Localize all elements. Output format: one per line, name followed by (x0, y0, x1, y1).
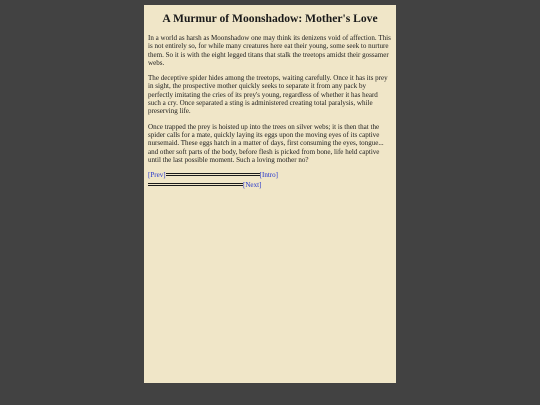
story-paragraph: In a world as harsh as Moonshadow one may think its denizens void of affection. This is not entirely so, for while many creatures here eat their young, some seek to nurture them. So it is with the eight legged titans that stalk the treetops amidst their gossamer webs. (148, 34, 391, 67)
story-paragraph: The deceptive spider hides among the treetops, waiting carefully. Once it has its prey in sight, the prospective mother quickly seeks to separate it from any pack by perfectly imitating the cries of its prey's young, regardless of whether it has heard such a cry. Once separated a sting is administered creating total paralysis, while preserving life. (148, 74, 388, 116)
nav-divider (166, 173, 260, 176)
next-link[interactable]: [Next] (243, 180, 262, 189)
prev-link[interactable]: [Prev] (148, 171, 166, 180)
story-paragraph: Once trapped the prey is hoisted up into the trees on silver webs; it is then that the spider calls for a mate, quickly laying its eggs upon the moving eyes of its captive nursemaid. These eggs hatch in a matter of days, first consuming the eyes, tongue... and other soft parts of the body, before flesh is picked from bone, life held captive until the last possible moment. Such a loving mother no? (148, 122, 384, 164)
intro-link[interactable]: [Intro] (259, 171, 279, 180)
nav-divider (148, 183, 243, 186)
page-title: A Murmur of Moonshadow: Mother's Love (162, 12, 378, 25)
page-navigation (148, 171, 392, 190)
story-page (144, 5, 396, 383)
